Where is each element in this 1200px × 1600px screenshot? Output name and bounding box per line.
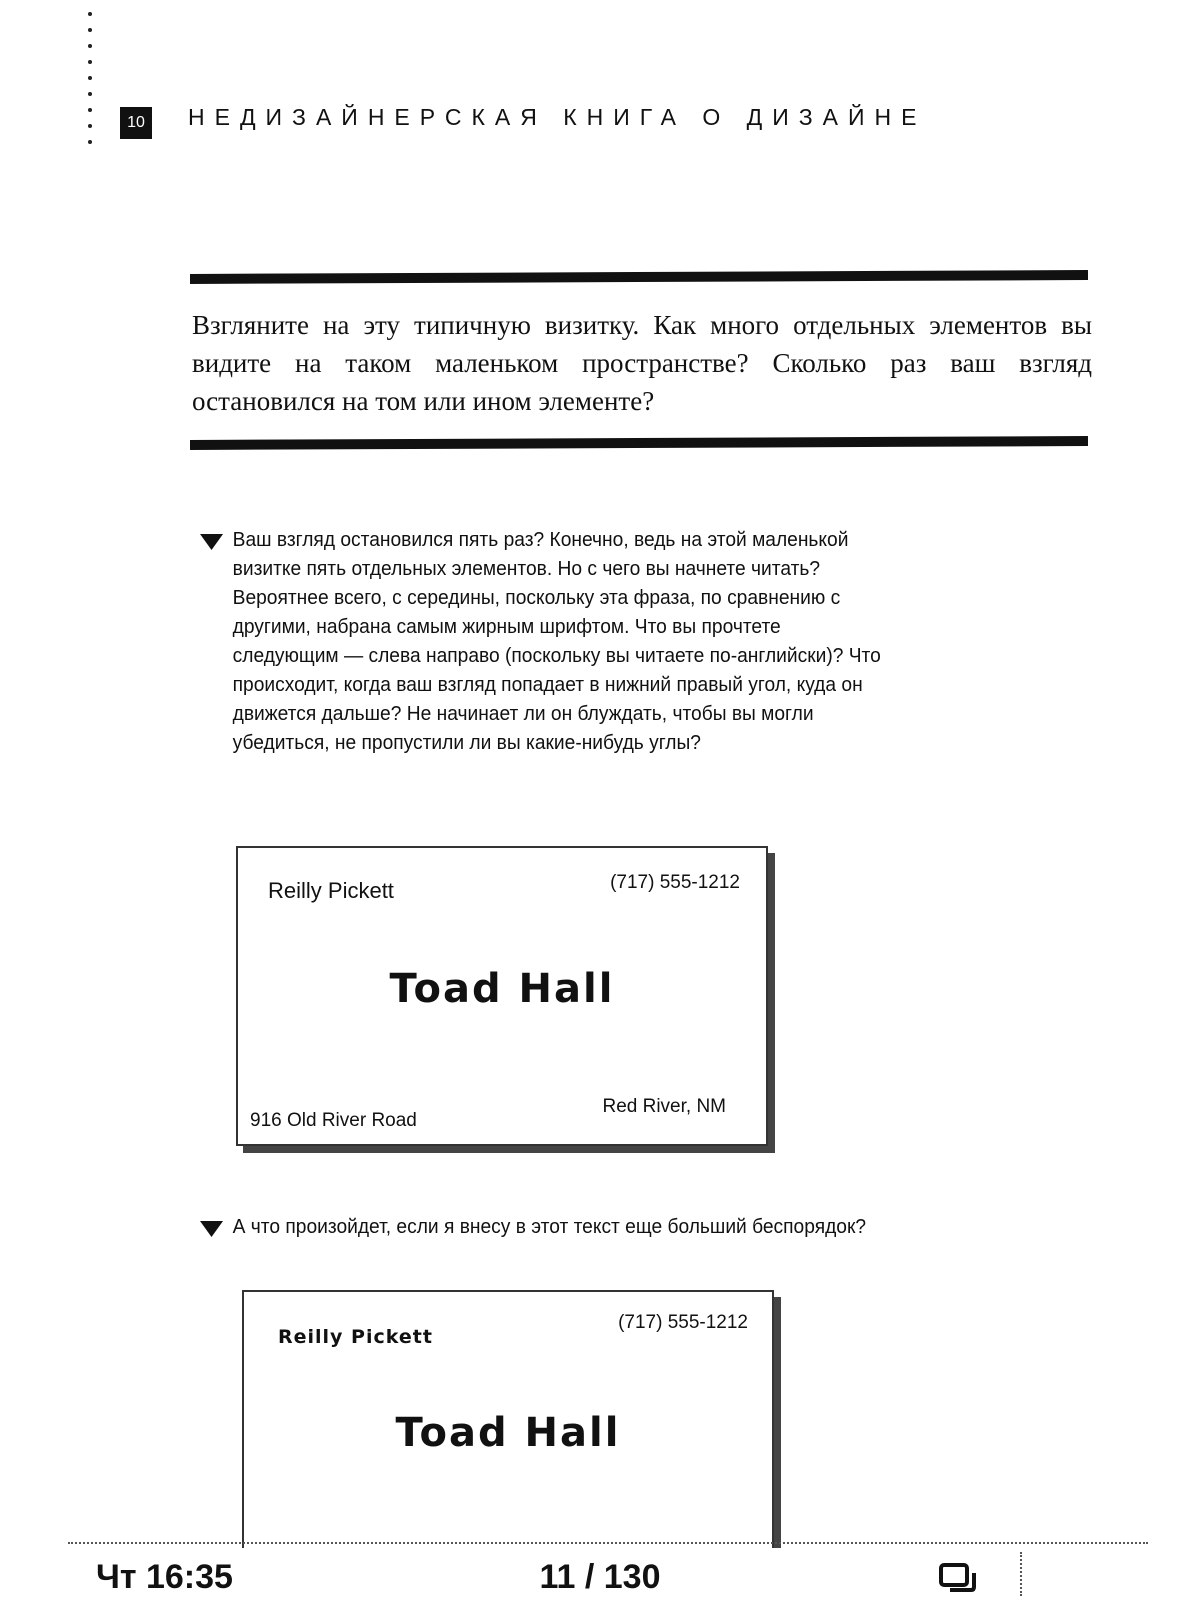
card-name: Reilly Pickett — [278, 1326, 433, 1348]
note-1 — [200, 526, 891, 758]
status-divider — [1020, 1552, 1022, 1596]
triangle-bullet-icon — [200, 1221, 223, 1237]
clock: Чт 16:35 — [96, 1558, 233, 1596]
card-title: Toad Hall — [389, 966, 615, 1012]
margin-dots — [88, 12, 92, 156]
top-rule — [190, 270, 1088, 284]
status-separator — [68, 1542, 1148, 1544]
bottom-rule — [190, 436, 1088, 450]
card-title: Toad Hall — [395, 1410, 621, 1456]
note-2 — [200, 1213, 968, 1242]
card-phone: (717) 555-1212 — [610, 872, 740, 893]
note-text: А что произойдет, если я внесу в этот текст еще больший беспорядок? — [232, 1216, 867, 1238]
running-title: НЕДИЗАЙНЕРСКАЯ КНИГА О ДИЗАЙНЕ — [188, 104, 927, 130]
page-indicator[interactable]: 11 / 130 — [539, 1558, 661, 1596]
page-number: 10 — [120, 107, 152, 139]
windows-icon[interactable] — [938, 1562, 978, 1596]
status-bar — [0, 1548, 1200, 1600]
triangle-bullet-icon — [200, 534, 223, 550]
card-address: 916 Old River Road — [250, 1110, 417, 1131]
business-card-1 — [236, 846, 768, 1146]
business-card-2 — [242, 1290, 774, 1552]
card-city: Red River, NM — [602, 1096, 726, 1117]
card-name: Reilly Pickett — [268, 878, 394, 903]
note-text: Ваш взгляд остановился пять раз? Конечно, ведь на этой маленькой визитке пять отдельных элементов. Но с чего вы начнете читать? Вероятнее всего, с середины, поскольку эта фраза, по сравнению с другими, набрана самым жирным шрифтом. Что вы прочтете следующим — слева направо (поскольку вы читаете по-английски)? Что происходит, когда ваш взгляд попадает в нижний правый угол, куда он движется дальше? Не начинает ли он блуждать, чтобы вы могли убедиться, не пропустили ли вы какие-нибудь углы? — [232, 529, 881, 754]
card-phone: (717) 555-1212 — [618, 1312, 748, 1333]
intro-paragraph: Взгляните на эту типичную визитку. Как много отдельных элементов вы видите на таком маленьком пространстве? Сколько раз ваш взгляд остановился на том или ином элементе? — [192, 310, 1092, 416]
